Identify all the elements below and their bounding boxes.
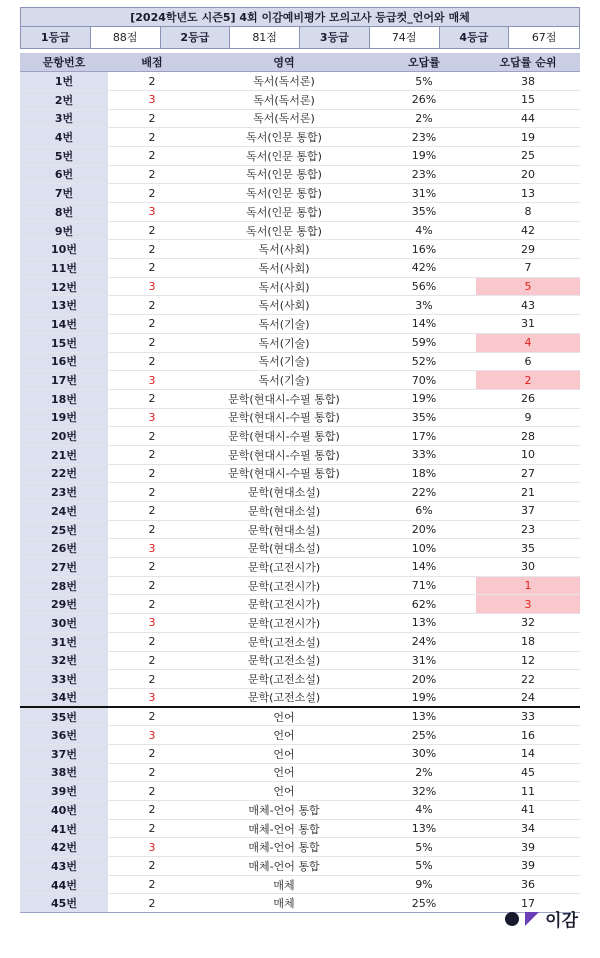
error-rank-value: 19 <box>476 128 580 147</box>
points-value: 2 <box>108 744 196 763</box>
error-rate-value: 13% <box>372 707 476 726</box>
error-rate-value: 4% <box>372 801 476 820</box>
question-number: 19번 <box>20 408 108 427</box>
error-rate-value: 5% <box>372 838 476 857</box>
table-row <box>20 109 580 128</box>
points-value: 2 <box>108 782 196 801</box>
question-number: 31번 <box>20 632 108 651</box>
error-rate-value: 20% <box>372 520 476 539</box>
table-row <box>20 857 580 876</box>
error-rate-value: 26% <box>372 90 476 109</box>
table-row <box>20 371 580 390</box>
question-number: 9번 <box>20 221 108 240</box>
question-number: 4번 <box>20 128 108 147</box>
question-number: 1번 <box>20 72 108 91</box>
table-row <box>20 502 580 521</box>
header-points: 배점 <box>108 53 196 72</box>
table-row <box>20 315 580 334</box>
table-row <box>20 744 580 763</box>
area-value: 문학(현대시-수필 통합) <box>196 408 372 427</box>
error-rate-value: 33% <box>372 445 476 464</box>
table-row <box>20 576 580 595</box>
error-rate-value: 35% <box>372 408 476 427</box>
error-rate-value: 52% <box>372 352 476 371</box>
question-number: 32번 <box>20 651 108 670</box>
error-rate-value: 25% <box>372 726 476 745</box>
table-row <box>20 520 580 539</box>
error-rate-value: 30% <box>372 744 476 763</box>
error-rank-value: 32 <box>476 614 580 633</box>
points-value: 2 <box>108 651 196 670</box>
error-rate-value: 22% <box>372 483 476 502</box>
table-row <box>20 819 580 838</box>
error-rate-value: 5% <box>372 72 476 91</box>
brand-logo <box>505 906 578 931</box>
area-value: 문학(고전시가) <box>196 595 372 614</box>
error-rate-value: 23% <box>372 128 476 147</box>
question-number: 42번 <box>20 838 108 857</box>
points-value: 2 <box>108 632 196 651</box>
error-rank-value: 17 <box>476 894 580 913</box>
question-number: 22번 <box>20 464 108 483</box>
question-number: 5번 <box>20 146 108 165</box>
area-value: 문학(현대시-수필 통합) <box>196 427 372 446</box>
area-value: 독서(인문 통합) <box>196 165 372 184</box>
error-rank-value: 7 <box>476 259 580 278</box>
error-rank-value: 43 <box>476 296 580 315</box>
question-number: 45번 <box>20 894 108 913</box>
table-row <box>20 90 580 109</box>
area-value: 문학(고전시가) <box>196 558 372 577</box>
points-value: 3 <box>108 277 196 296</box>
error-rate-value: 42% <box>372 259 476 278</box>
grade-score: 88점 <box>91 27 161 48</box>
table-row <box>20 726 580 745</box>
question-number: 10번 <box>20 240 108 259</box>
question-number: 34번 <box>20 688 108 707</box>
page-title: [2024학년도 시즌5] 4회 이감예비평가 모의고사 등급컷_언어와 매체 <box>20 7 580 27</box>
error-rank-value: 13 <box>476 184 580 203</box>
points-value: 2 <box>108 240 196 259</box>
error-rate-value: 25% <box>372 894 476 913</box>
table-row <box>20 614 580 633</box>
error-rank-value: 28 <box>476 427 580 446</box>
points-value: 2 <box>108 128 196 147</box>
error-rank-value: 1 <box>476 576 580 595</box>
area-value: 문학(현대시-수필 통합) <box>196 445 372 464</box>
question-number: 29번 <box>20 595 108 614</box>
error-rank-value: 45 <box>476 763 580 782</box>
question-number: 16번 <box>20 352 108 371</box>
error-rank-value: 33 <box>476 707 580 726</box>
points-value: 2 <box>108 315 196 334</box>
table-row <box>20 427 580 446</box>
table-row <box>20 408 580 427</box>
area-value: 문학(고전소설) <box>196 670 372 689</box>
error-rate-value: 16% <box>372 240 476 259</box>
error-rate-value: 2% <box>372 109 476 128</box>
error-rate-value: 2% <box>372 763 476 782</box>
area-value: 언어 <box>196 726 372 745</box>
error-rate-value: 19% <box>372 146 476 165</box>
points-value: 2 <box>108 763 196 782</box>
logo-text: 이감 <box>545 911 578 931</box>
points-value: 2 <box>108 819 196 838</box>
area-value: 문학(현대소설) <box>196 483 372 502</box>
error-rate-value: 5% <box>372 857 476 876</box>
table-row <box>20 651 580 670</box>
question-number: 24번 <box>20 502 108 521</box>
grade-label: 4등급 <box>440 27 510 48</box>
points-value: 2 <box>108 72 196 91</box>
table-row <box>20 707 580 726</box>
table-row <box>20 389 580 408</box>
error-rank-value: 12 <box>476 651 580 670</box>
error-rank-value: 14 <box>476 744 580 763</box>
error-rank-value: 11 <box>476 782 580 801</box>
error-rate-value: 6% <box>372 502 476 521</box>
question-number: 43번 <box>20 857 108 876</box>
error-rate-value: 14% <box>372 558 476 577</box>
area-value: 독서(기술) <box>196 333 372 352</box>
error-rate-value: 17% <box>372 427 476 446</box>
question-number: 25번 <box>20 520 108 539</box>
error-rank-value: 23 <box>476 520 580 539</box>
error-rank-value: 16 <box>476 726 580 745</box>
area-value: 독서(독서론) <box>196 90 372 109</box>
error-rank-value: 36 <box>476 875 580 894</box>
question-number: 17번 <box>20 371 108 390</box>
table-row <box>20 763 580 782</box>
error-rank-value: 39 <box>476 857 580 876</box>
table-row <box>20 352 580 371</box>
area-value: 문학(현대소설) <box>196 502 372 521</box>
area-value: 독서(독서론) <box>196 109 372 128</box>
area-value: 독서(사회) <box>196 296 372 315</box>
table-row <box>20 259 580 278</box>
area-value: 독서(독서론) <box>196 72 372 91</box>
error-rate-value: 24% <box>372 632 476 651</box>
points-value: 2 <box>108 502 196 521</box>
error-rate-value: 56% <box>372 277 476 296</box>
error-rate-value: 18% <box>372 464 476 483</box>
error-rate-value: 70% <box>372 371 476 390</box>
error-rank-value: 4 <box>476 333 580 352</box>
error-rank-value: 2 <box>476 371 580 390</box>
question-number: 11번 <box>20 259 108 278</box>
area-value: 독서(기술) <box>196 371 372 390</box>
points-value: 2 <box>108 857 196 876</box>
points-value: 3 <box>108 539 196 558</box>
points-value: 2 <box>108 464 196 483</box>
error-rank-value: 6 <box>476 352 580 371</box>
points-value: 2 <box>108 875 196 894</box>
error-rank-value: 34 <box>476 819 580 838</box>
points-value: 3 <box>108 838 196 857</box>
error-rate-value: 9% <box>372 875 476 894</box>
error-rank-value: 22 <box>476 670 580 689</box>
area-value: 독서(기술) <box>196 315 372 334</box>
points-value: 2 <box>108 221 196 240</box>
points-value: 2 <box>108 165 196 184</box>
question-number: 39번 <box>20 782 108 801</box>
area-value: 언어 <box>196 707 372 726</box>
points-value: 2 <box>108 483 196 502</box>
grade-label: 1등급 <box>21 27 91 48</box>
question-number: 20번 <box>20 427 108 446</box>
question-number: 2번 <box>20 90 108 109</box>
question-number: 41번 <box>20 819 108 838</box>
question-number: 40번 <box>20 801 108 820</box>
error-rank-value: 29 <box>476 240 580 259</box>
table-row <box>20 632 580 651</box>
area-value: 문학(현대시-수필 통합) <box>196 389 372 408</box>
table-row <box>20 875 580 894</box>
question-number: 15번 <box>20 333 108 352</box>
header-area: 영역 <box>196 53 372 72</box>
points-value: 2 <box>108 109 196 128</box>
table-row <box>20 670 580 689</box>
question-number: 13번 <box>20 296 108 315</box>
points-value: 2 <box>108 801 196 820</box>
points-value: 3 <box>108 726 196 745</box>
grade-label: 2등급 <box>161 27 231 48</box>
area-value: 문학(고전시가) <box>196 576 372 595</box>
error-rate-value: 19% <box>372 389 476 408</box>
area-value: 독서(사회) <box>196 277 372 296</box>
points-value: 3 <box>108 408 196 427</box>
table-row <box>20 221 580 240</box>
table-row <box>20 464 580 483</box>
question-number: 36번 <box>20 726 108 745</box>
grade-cut-sheet <box>20 7 580 913</box>
error-rate-value: 4% <box>372 221 476 240</box>
error-rate-value: 19% <box>372 688 476 707</box>
question-number: 12번 <box>20 277 108 296</box>
table-row <box>20 165 580 184</box>
logo-mark-icon <box>505 912 519 926</box>
points-value: 2 <box>108 352 196 371</box>
table-row <box>20 838 580 857</box>
table-row <box>20 128 580 147</box>
error-rank-value: 27 <box>476 464 580 483</box>
question-number: 6번 <box>20 165 108 184</box>
question-number: 7번 <box>20 184 108 203</box>
question-number: 28번 <box>20 576 108 595</box>
error-rank-value: 35 <box>476 539 580 558</box>
header-error-rate: 오답률 <box>372 53 476 72</box>
area-value: 문학(고전소설) <box>196 688 372 707</box>
points-value: 2 <box>108 576 196 595</box>
area-value: 독서(인문 통합) <box>196 203 372 222</box>
points-value: 2 <box>108 389 196 408</box>
error-rank-value: 10 <box>476 445 580 464</box>
points-value: 3 <box>108 614 196 633</box>
question-number: 21번 <box>20 445 108 464</box>
table-header-row <box>20 53 580 72</box>
area-value: 독서(기술) <box>196 352 372 371</box>
logo-triangle-icon <box>525 912 539 926</box>
error-rank-value: 38 <box>476 72 580 91</box>
error-rank-value: 39 <box>476 838 580 857</box>
points-value: 2 <box>108 296 196 315</box>
error-rate-value: 13% <box>372 819 476 838</box>
error-rate-value: 62% <box>372 595 476 614</box>
question-number: 37번 <box>20 744 108 763</box>
area-value: 매체 <box>196 875 372 894</box>
table-row <box>20 277 580 296</box>
grade-score: 67점 <box>509 27 579 48</box>
error-rank-value: 20 <box>476 165 580 184</box>
error-rank-value: 37 <box>476 502 580 521</box>
area-value: 문학(고전소설) <box>196 632 372 651</box>
table-row <box>20 72 580 91</box>
question-number: 26번 <box>20 539 108 558</box>
grade-cutoffs <box>20 27 580 49</box>
error-rank-value: 44 <box>476 109 580 128</box>
error-rate-value: 32% <box>372 782 476 801</box>
table-row <box>20 558 580 577</box>
question-number: 18번 <box>20 389 108 408</box>
points-value: 2 <box>108 595 196 614</box>
question-number: 38번 <box>20 763 108 782</box>
error-rank-value: 25 <box>476 146 580 165</box>
points-value: 3 <box>108 371 196 390</box>
table-row <box>20 483 580 502</box>
area-value: 독서(인문 통합) <box>196 128 372 147</box>
table-row <box>20 539 580 558</box>
area-value: 독서(사회) <box>196 259 372 278</box>
results-table <box>20 53 580 913</box>
error-rate-value: 3% <box>372 296 476 315</box>
error-rate-value: 71% <box>372 576 476 595</box>
table-row <box>20 688 580 707</box>
error-rank-value: 8 <box>476 203 580 222</box>
points-value: 3 <box>108 688 196 707</box>
points-value: 2 <box>108 333 196 352</box>
question-number: 14번 <box>20 315 108 334</box>
area-value: 독서(인문 통합) <box>196 184 372 203</box>
points-value: 2 <box>108 707 196 726</box>
error-rate-value: 31% <box>372 651 476 670</box>
error-rate-value: 31% <box>372 184 476 203</box>
points-value: 3 <box>108 203 196 222</box>
error-rank-value: 18 <box>476 632 580 651</box>
error-rank-value: 42 <box>476 221 580 240</box>
area-value: 언어 <box>196 782 372 801</box>
area-value: 문학(현대소설) <box>196 539 372 558</box>
area-value: 매체-언어 통합 <box>196 801 372 820</box>
area-value: 언어 <box>196 763 372 782</box>
points-value: 2 <box>108 894 196 913</box>
table-row <box>20 595 580 614</box>
table-row <box>20 894 580 913</box>
question-number: 23번 <box>20 483 108 502</box>
error-rank-value: 21 <box>476 483 580 502</box>
error-rank-value: 30 <box>476 558 580 577</box>
error-rate-value: 23% <box>372 165 476 184</box>
points-value: 3 <box>108 90 196 109</box>
error-rank-value: 41 <box>476 801 580 820</box>
area-value: 문학(현대시-수필 통합) <box>196 464 372 483</box>
table-row <box>20 782 580 801</box>
question-number: 27번 <box>20 558 108 577</box>
question-number: 33번 <box>20 670 108 689</box>
area-value: 문학(현대소설) <box>196 520 372 539</box>
area-value: 문학(고전시가) <box>196 614 372 633</box>
table-row <box>20 146 580 165</box>
points-value: 2 <box>108 146 196 165</box>
error-rank-value: 5 <box>476 277 580 296</box>
area-value: 독서(인문 통합) <box>196 146 372 165</box>
points-value: 2 <box>108 259 196 278</box>
error-rank-value: 31 <box>476 315 580 334</box>
error-rate-value: 14% <box>372 315 476 334</box>
question-number: 44번 <box>20 875 108 894</box>
area-value: 매체-언어 통합 <box>196 838 372 857</box>
table-row <box>20 296 580 315</box>
error-rank-value: 15 <box>476 90 580 109</box>
points-value: 2 <box>108 427 196 446</box>
table-row <box>20 445 580 464</box>
points-value: 2 <box>108 558 196 577</box>
grade-score: 74점 <box>370 27 440 48</box>
area-value: 독서(인문 통합) <box>196 221 372 240</box>
error-rank-value: 24 <box>476 688 580 707</box>
question-number: 35번 <box>20 707 108 726</box>
points-value: 2 <box>108 184 196 203</box>
area-value: 매체-언어 통합 <box>196 857 372 876</box>
question-number: 8번 <box>20 203 108 222</box>
table-row <box>20 203 580 222</box>
error-rate-value: 10% <box>372 539 476 558</box>
question-number: 30번 <box>20 614 108 633</box>
area-value: 언어 <box>196 744 372 763</box>
area-value: 매체 <box>196 894 372 913</box>
error-rate-value: 35% <box>372 203 476 222</box>
table-row <box>20 240 580 259</box>
points-value: 2 <box>108 670 196 689</box>
error-rank-value: 9 <box>476 408 580 427</box>
area-value: 독서(사회) <box>196 240 372 259</box>
table-row <box>20 184 580 203</box>
table-row <box>20 801 580 820</box>
points-value: 2 <box>108 520 196 539</box>
error-rate-value: 13% <box>372 614 476 633</box>
header-question-number: 문항번호 <box>20 53 108 72</box>
grade-label: 3등급 <box>300 27 370 48</box>
question-number: 3번 <box>20 109 108 128</box>
error-rate-value: 59% <box>372 333 476 352</box>
error-rank-value: 3 <box>476 595 580 614</box>
error-rank-value: 26 <box>476 389 580 408</box>
points-value: 2 <box>108 445 196 464</box>
area-value: 매체-언어 통합 <box>196 819 372 838</box>
table-row <box>20 333 580 352</box>
error-rate-value: 20% <box>372 670 476 689</box>
grade-score: 81점 <box>230 27 300 48</box>
area-value: 문학(고전소설) <box>196 651 372 670</box>
header-error-rank: 오답률 순위 <box>476 53 580 72</box>
